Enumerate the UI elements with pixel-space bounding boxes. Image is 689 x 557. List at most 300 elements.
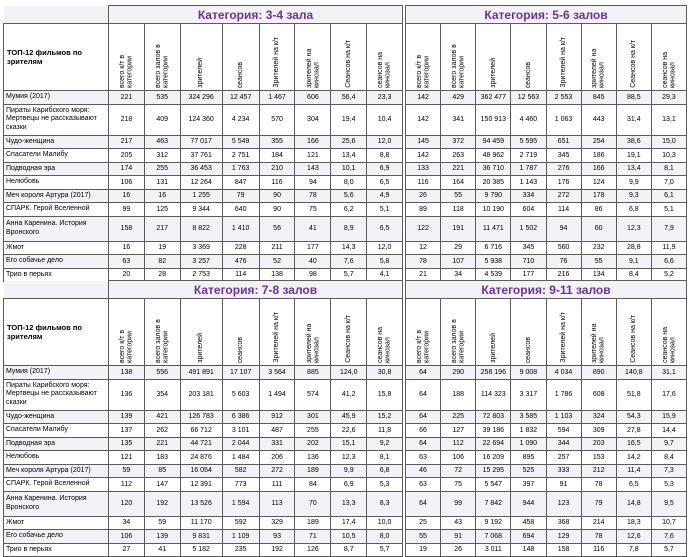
value-cell: 6,8 (367, 464, 403, 478)
value-cell: 773 (222, 478, 259, 492)
film-title: Спасатели Малибу (4, 424, 109, 438)
value-cell: 41,2 (331, 379, 367, 410)
table-row (4, 149, 403, 163)
value-cell: 16 (109, 241, 145, 255)
value-cell: 9,1 (616, 255, 651, 269)
value-cell: 139 (144, 530, 180, 544)
header-cell: всего к/т в категории (406, 24, 441, 91)
value-cell: 191 (441, 216, 476, 241)
value-cell: 2 719 (511, 149, 546, 163)
value-cell: 12,3 (331, 451, 367, 465)
value-cell: 7,8 (616, 543, 651, 557)
value-cell: 12 391 (180, 478, 222, 492)
value-cell: 255 (144, 162, 180, 176)
value-cell: 127 (441, 424, 476, 438)
value-cell: 7 068 (476, 530, 511, 544)
header-cell: Зрителей на к/т (259, 299, 295, 366)
table-row (406, 104, 687, 135)
value-cell: 11 170 (180, 516, 222, 530)
value-cell: 6,1 (651, 189, 686, 203)
value-cell: 91 (546, 478, 581, 492)
film-title: Чудо-женщина (4, 410, 109, 424)
value-cell: 31,1 (651, 366, 686, 380)
header-cell: Зрителей на к/т (259, 24, 295, 91)
header-cell: сеансов (511, 24, 546, 91)
value-cell: 19,1 (616, 149, 651, 163)
value-cell: 64 (406, 366, 441, 380)
value-cell: 13,4 (331, 149, 367, 163)
value-cell: 9 790 (476, 189, 511, 203)
value-cell: 5 182 (180, 543, 222, 557)
value-cell: 221 (109, 91, 145, 105)
value-cell: 79 (222, 189, 259, 203)
value-cell: 121 (109, 451, 145, 465)
value-cell: 10,5 (331, 530, 367, 544)
value-cell: 225 (441, 410, 476, 424)
value-cell: 2 751 (222, 149, 259, 163)
value-cell: 16 209 (476, 451, 511, 465)
stats-table-5-6 (405, 5, 687, 282)
table-row (4, 410, 403, 424)
value-cell: 895 (511, 451, 546, 465)
value-cell: 189 (295, 516, 331, 530)
value-cell: 125 (144, 203, 180, 217)
value-cell: 15,0 (651, 135, 686, 149)
table-row (406, 241, 687, 255)
value-cell: 1 502 (511, 216, 546, 241)
value-cell: 1 143 (511, 176, 546, 190)
value-cell: 362 477 (476, 91, 511, 105)
value-cell: 344 (546, 437, 581, 451)
value-cell: 8,1 (367, 451, 403, 465)
value-cell: 582 (222, 464, 259, 478)
value-cell: 7,6 (651, 530, 686, 544)
value-cell: 123 (546, 491, 581, 516)
table-row (4, 255, 403, 269)
value-cell: 6,6 (651, 255, 686, 269)
value-cell: 409 (144, 104, 180, 135)
value-cell: 5,1 (651, 203, 686, 217)
value-cell: 63 (109, 255, 145, 269)
value-cell: 5,7 (367, 543, 403, 557)
value-cell: 7,6 (331, 255, 367, 269)
header-cell: зрителей (180, 299, 222, 366)
value-cell: 133 (406, 162, 441, 176)
table-row (406, 189, 687, 203)
value-cell: 421 (144, 410, 180, 424)
value-cell: 45,9 (331, 410, 367, 424)
stats-table-3-4 (3, 5, 403, 282)
value-cell: 164 (441, 176, 476, 190)
film-title: СПАРК. Герой Вселенной (4, 203, 109, 217)
value-cell: 29,3 (651, 91, 686, 105)
value-cell: 1 832 (511, 424, 546, 438)
value-cell: 355 (259, 135, 295, 149)
value-cell: 55 (441, 189, 476, 203)
value-cell: 9 192 (476, 516, 511, 530)
value-cell: 142 (406, 91, 441, 105)
film-title: Нелюбовь (4, 176, 109, 190)
value-cell: 114 323 (476, 379, 511, 410)
value-cell: 183 (144, 451, 180, 465)
table-row (406, 464, 687, 478)
value-cell: 290 (441, 366, 476, 380)
value-cell: 14,4 (651, 424, 686, 438)
value-cell: 55 (406, 530, 441, 544)
value-cell: 98 (295, 268, 331, 282)
value-cell: 137 (109, 424, 145, 438)
film-title: Его собачье дело (4, 255, 109, 269)
table-row (4, 176, 403, 190)
value-cell: 10 190 (476, 203, 511, 217)
table-row (4, 203, 403, 217)
value-cell: 255 (295, 424, 331, 438)
value-cell: 112 (441, 437, 476, 451)
value-cell: 14,2 (616, 451, 651, 465)
value-cell: 142 (406, 149, 441, 163)
value-cell: 272 (546, 189, 581, 203)
stats-table-7-8 (3, 280, 403, 557)
value-cell: 46 (406, 464, 441, 478)
value-cell: 1 467 (259, 91, 295, 105)
table-row (406, 91, 687, 105)
value-cell: 429 (441, 91, 476, 105)
value-cell: 134 (581, 268, 616, 282)
value-cell: 9,2 (367, 437, 403, 451)
value-cell: 64 (406, 379, 441, 410)
top-label: ТОП-12 фильмов по зрителям (4, 24, 109, 91)
film-title: Чудо-женщина (4, 135, 109, 149)
film-title: Меч короля Артура (2017) (4, 189, 109, 203)
value-cell: 36 453 (180, 162, 222, 176)
value-cell: 5,3 (651, 478, 686, 492)
value-cell: 124 360 (180, 104, 222, 135)
table-row (4, 424, 403, 438)
value-cell: 158 (546, 543, 581, 557)
table-row (4, 189, 403, 203)
film-title: Мумия (2017) (4, 366, 109, 380)
value-cell: 8,9 (331, 216, 367, 241)
value-cell: 91 (441, 530, 476, 544)
category-title: Категория: 9-11 залов (406, 281, 687, 299)
value-cell: 126 783 (180, 410, 222, 424)
value-cell: 66 712 (180, 424, 222, 438)
value-cell: 78 (581, 478, 616, 492)
value-cell: 76 (546, 255, 581, 269)
value-cell: 334 (511, 189, 546, 203)
value-cell: 17 107 (222, 366, 259, 380)
value-cell: 64 (406, 410, 441, 424)
value-cell: 13,1 (651, 104, 686, 135)
value-cell: 354 (144, 379, 180, 410)
value-cell: 15 295 (476, 464, 511, 478)
film-title: Жмот (4, 241, 109, 255)
value-cell: 12 457 (222, 91, 259, 105)
value-cell: 221 (144, 437, 180, 451)
value-cell: 3 101 (222, 424, 259, 438)
value-cell: 345 (511, 241, 546, 255)
value-cell: 345 (546, 149, 581, 163)
value-cell: 145 (406, 135, 441, 149)
table-row (406, 491, 687, 516)
value-cell: 5,7 (331, 268, 367, 282)
value-cell: 34 (441, 268, 476, 282)
value-cell: 26 (406, 189, 441, 203)
value-cell: 5,7 (651, 543, 686, 557)
value-cell: 41 (295, 216, 331, 241)
value-cell: 574 (295, 379, 331, 410)
value-cell: 5,2 (651, 268, 686, 282)
value-cell: 17,6 (651, 379, 686, 410)
value-cell: 885 (295, 366, 331, 380)
value-cell: 329 (259, 516, 295, 530)
header-cell: всего залов в категории (144, 24, 180, 91)
value-cell: 203 181 (180, 379, 222, 410)
top-label: ТОП-12 фильмов по зрителям (4, 299, 109, 366)
value-cell: 90 (259, 189, 295, 203)
value-cell: 70 (295, 491, 331, 516)
value-cell: 55 (581, 255, 616, 269)
value-cell: 36 710 (476, 162, 511, 176)
value-cell: 94 (546, 216, 581, 241)
value-cell: 124,0 (331, 366, 367, 380)
value-cell: 15,8 (367, 379, 403, 410)
header-cell: зрителей (476, 24, 511, 91)
table-row (406, 366, 687, 380)
category-title: Категория: 5-6 залов (406, 6, 687, 24)
header-cell: Зрителей на к/т (546, 299, 581, 366)
value-cell: 78 (406, 255, 441, 269)
value-cell: 9,3 (616, 189, 651, 203)
value-cell: 135 (109, 437, 145, 451)
value-cell: 11,4 (616, 464, 651, 478)
value-cell: 710 (511, 255, 546, 269)
value-cell: 228 (222, 241, 259, 255)
value-cell: 178 (581, 189, 616, 203)
value-cell: 594 (546, 424, 581, 438)
value-cell: 218 (109, 104, 145, 135)
value-cell: 6,5 (616, 478, 651, 492)
value-cell: 89 (406, 203, 441, 217)
film-title: Пираты Карибского моря: Мертвецы не рассказывают сказки (4, 379, 109, 410)
header-cell: зрителей (476, 299, 511, 366)
film-title: Подводная эра (4, 162, 109, 176)
value-cell: 9,9 (616, 176, 651, 190)
film-title: Трио в перьях (4, 268, 109, 282)
value-cell: 9 831 (180, 530, 222, 544)
value-cell: 192 (259, 543, 295, 557)
film-title: Мумия (2017) (4, 91, 109, 105)
value-cell: 12 264 (180, 176, 222, 190)
value-cell: 341 (441, 104, 476, 135)
value-cell: 27 (109, 543, 145, 557)
value-cell: 3 585 (511, 410, 546, 424)
value-cell: 13,3 (331, 491, 367, 516)
value-cell: 7 842 (476, 491, 511, 516)
value-cell: 44 721 (180, 437, 222, 451)
value-cell: 312 (144, 149, 180, 163)
value-cell: 333 (546, 464, 581, 478)
value-cell: 12 (406, 241, 441, 255)
header-cell: Сеансов на к/т (616, 299, 651, 366)
value-cell: 64 (406, 491, 441, 516)
header-cell: зрителей (180, 24, 222, 91)
value-cell: 48 962 (476, 149, 511, 163)
value-cell: 2 553 (546, 91, 581, 105)
value-cell: 651 (546, 135, 581, 149)
value-cell: 2 753 (180, 268, 222, 282)
value-cell: 88,5 (616, 91, 651, 105)
value-cell: 136 (109, 379, 145, 410)
value-cell: 8,1 (651, 162, 686, 176)
value-cell: 1 763 (222, 162, 259, 176)
film-title: Его собачье дело (4, 530, 109, 544)
value-cell: 75 (295, 203, 331, 217)
value-cell: 22,6 (331, 424, 367, 438)
value-cell: 19 (144, 241, 180, 255)
value-cell: 845 (581, 91, 616, 105)
value-cell: 129 (546, 530, 581, 544)
table-row (4, 530, 403, 544)
value-cell: 1 410 (222, 216, 259, 241)
value-cell: 99 (441, 491, 476, 516)
value-cell: 138 (259, 268, 295, 282)
table-row (406, 516, 687, 530)
header-cell: зрителей на кинозал (295, 299, 331, 366)
header-cell: сеансов на кинозал (651, 299, 686, 366)
value-cell: 235 (222, 543, 259, 557)
value-cell: 4 034 (546, 366, 581, 380)
value-cell: 570 (259, 104, 295, 135)
value-cell: 1 494 (259, 379, 295, 410)
header-cell: Сеансов на к/т (331, 299, 367, 366)
table-row (4, 162, 403, 176)
value-cell: 20 (109, 268, 145, 282)
value-cell: 176 (546, 176, 581, 190)
value-cell: 3 564 (259, 366, 295, 380)
value-cell: 5,6 (331, 189, 367, 203)
table-row (406, 255, 687, 269)
value-cell: 116 (581, 543, 616, 557)
value-cell: 525 (511, 464, 546, 478)
film-title: Жмот (4, 516, 109, 530)
header-cell: зрителей на кинозал (581, 299, 616, 366)
header-cell: всего залов в категории (144, 299, 180, 366)
value-cell: 51,8 (616, 379, 651, 410)
value-cell: 7,9 (651, 216, 686, 241)
value-cell: 847 (222, 176, 259, 190)
value-cell: 443 (581, 104, 616, 135)
value-cell: 1 484 (222, 451, 259, 465)
header-cell: Сеансов на к/т (331, 24, 367, 91)
value-cell: 99 (109, 203, 145, 217)
value-cell: 16,5 (616, 437, 651, 451)
value-cell: 11,9 (651, 241, 686, 255)
value-cell: 6,5 (367, 216, 403, 241)
value-cell: 4 539 (476, 268, 511, 282)
value-cell: 212 (581, 464, 616, 478)
value-cell: 153 (581, 451, 616, 465)
value-cell: 177 (295, 241, 331, 255)
table-row (406, 424, 687, 438)
table-panel-5-6 (405, 5, 687, 282)
value-cell: 37 761 (180, 149, 222, 163)
value-cell: 139 (109, 410, 145, 424)
value-cell: 272 (259, 464, 295, 478)
value-cell: 3 257 (180, 255, 222, 269)
value-cell: 12,0 (367, 241, 403, 255)
header-cell: зрителей на кинозал (581, 24, 616, 91)
value-cell: 331 (259, 437, 295, 451)
value-cell: 54,3 (616, 410, 651, 424)
value-cell: 25,6 (331, 135, 367, 149)
value-cell: 112 (109, 478, 145, 492)
value-cell: 14,3 (331, 241, 367, 255)
value-cell: 309 (581, 424, 616, 438)
value-cell: 63 (406, 478, 441, 492)
table-row (4, 379, 403, 410)
value-cell: 27,8 (616, 424, 651, 438)
value-cell: 17,4 (331, 516, 367, 530)
value-cell: 3 011 (476, 543, 511, 557)
value-cell: 592 (222, 516, 259, 530)
film-title: Спасатели Малибу (4, 149, 109, 163)
value-cell: 140,8 (616, 366, 651, 380)
value-cell: 114 (546, 203, 581, 217)
value-cell: 59 (109, 464, 145, 478)
table-panel-7-8 (3, 280, 403, 557)
value-cell: 38,6 (616, 135, 651, 149)
value-cell: 232 (581, 241, 616, 255)
value-cell: 8,0 (367, 530, 403, 544)
value-cell: 85 (144, 464, 180, 478)
value-cell: 6,2 (331, 203, 367, 217)
value-cell: 9 008 (511, 366, 546, 380)
value-cell: 63 (406, 451, 441, 465)
value-cell: 304 (295, 104, 331, 135)
value-cell: 368 (546, 516, 581, 530)
value-cell: 84 (295, 478, 331, 492)
value-cell: 66 (406, 424, 441, 438)
value-cell: 10,3 (651, 149, 686, 163)
value-cell: 13,4 (616, 162, 651, 176)
value-cell: 1 090 (511, 437, 546, 451)
value-cell: 138 (109, 366, 145, 380)
value-cell: 912 (259, 410, 295, 424)
table-row (4, 104, 403, 135)
table-row (406, 162, 687, 176)
value-cell: 143 (295, 162, 331, 176)
value-cell: 186 (581, 149, 616, 163)
value-cell: 12,6 (616, 530, 651, 544)
value-cell: 262 (144, 424, 180, 438)
value-cell: 890 (581, 366, 616, 380)
table-panel-3-4 (3, 5, 403, 282)
value-cell: 7,0 (651, 176, 686, 190)
value-cell: 458 (511, 516, 546, 530)
value-cell: 640 (222, 203, 259, 217)
value-cell: 205 (109, 149, 145, 163)
value-cell: 324 296 (180, 91, 222, 105)
value-cell: 52 (259, 255, 295, 269)
header-cell: Зрителей на к/т (546, 24, 581, 91)
value-cell: 126 (295, 543, 331, 557)
film-title: Анна Каренина. История Вронского (4, 491, 109, 516)
value-cell: 6,9 (367, 162, 403, 176)
value-cell: 11,8 (367, 424, 403, 438)
value-cell: 12,0 (367, 135, 403, 149)
value-cell: 1 103 (546, 410, 581, 424)
